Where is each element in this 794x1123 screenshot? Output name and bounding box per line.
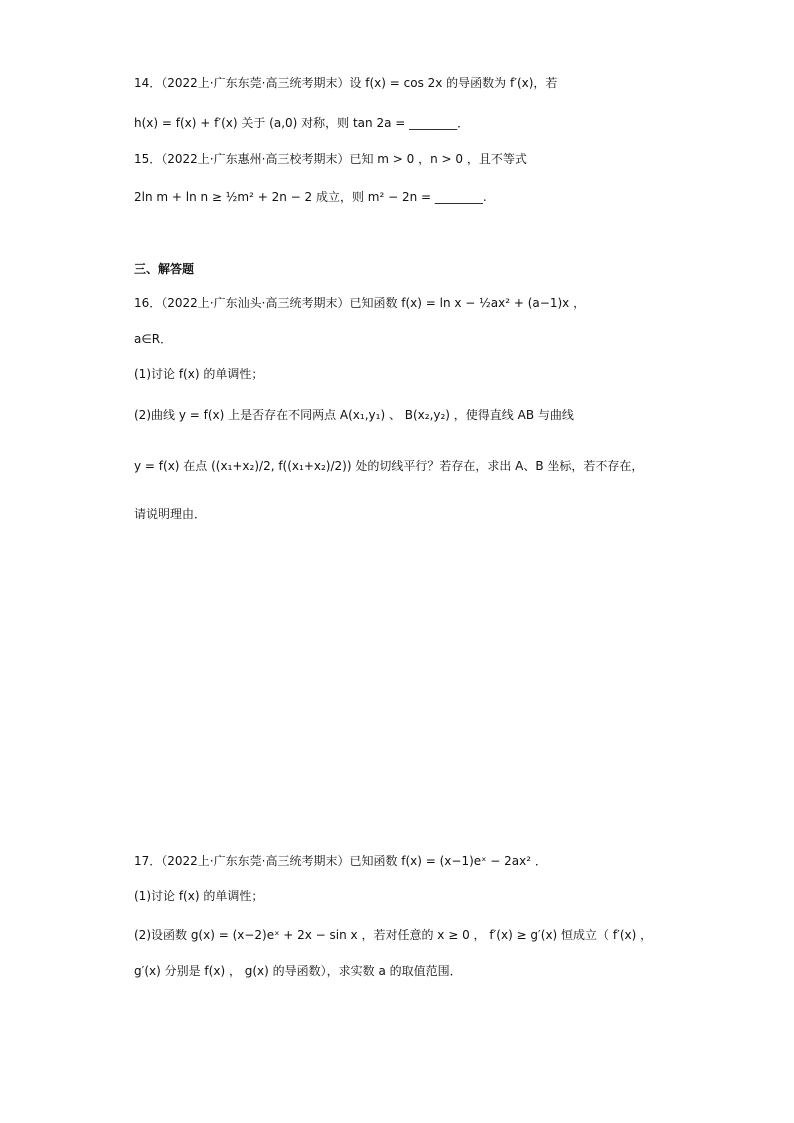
q16-part1: (1)讨论 f(x) 的单调性；	[134, 367, 264, 381]
q16-part2-line3: 请说明理由．	[134, 507, 207, 521]
q17-part1: (1)讨论 f(x) 的单调性；	[134, 889, 264, 903]
q15-line1: 15．（2022上·广东惠州·高三校考期末）已知 m > 0 ，n > 0 ，且不等式	[134, 152, 527, 166]
q17-part2-line1: (2)设函数 g(x) = (x−2)eˣ + 2x − sin x ，若对任意的 x ≥ 0 ， f′(x) ≥ g′(x) 恒成立（ f′(x) ，	[134, 928, 653, 942]
q16-stem: 16．（2022上·广东汕头·高三统考期末）已知函数 f(x) = ln x − ½ax² + (a−1)x ，	[134, 296, 586, 310]
section-heading: 三、解答题	[134, 262, 195, 276]
q17-part2-line2: g′(x) 分别是 f(x) ， g(x) 的导函数），求实数 a 的取值范围．	[134, 964, 462, 978]
q15-line2: 2ln m + ln n ≥ ½m² + 2n − 2 成立，则 m² − 2n = ________.	[134, 190, 487, 204]
q14-line1: 14．（2022上·广东东莞·高三统考期末）设 f(x) = cos 2x 的导函数为 f′(x)，若	[134, 76, 558, 90]
q16-part2-line2: y = f(x) 在点 ((x₁+x₂)/2, f((x₁+x₂)/2)) 处的切线平行？若存在，求出 A、B 坐标，若不存在，	[134, 459, 644, 473]
q14-line2: h(x) = f(x) + f′(x) 关于 (a,0) 对称，则 tan 2a = ________．	[134, 116, 470, 130]
q17-stem: 17．（2022上·广东东莞·高三统考期末）已知函数 f(x) = (x−1)eˣ − 2ax² ．	[134, 854, 547, 868]
q16-domain: a∈R．	[134, 332, 173, 346]
q16-part2-line1: (2)曲线 y = f(x) 上是否存在不同两点 A(x₁,y₁) 、 B(x₂,y₂) ，使得直线 AB 与曲线	[134, 408, 574, 422]
